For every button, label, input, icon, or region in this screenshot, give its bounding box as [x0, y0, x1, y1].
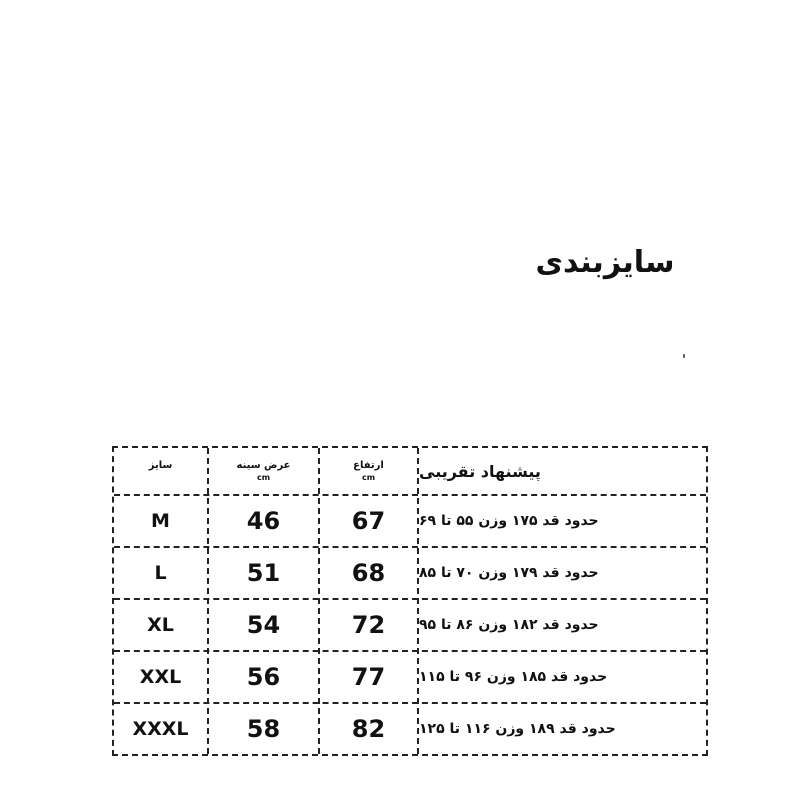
- header-size-label: سایز: [148, 460, 173, 471]
- page-title: سایزبندی: [535, 245, 675, 280]
- header-length-unit: cm: [361, 473, 376, 482]
- table-row-length: 68: [351, 559, 386, 587]
- table-row-recommendation: حدود قد ۱۸۹ وزن ۱۱۶ تا ۱۲۵: [419, 721, 616, 737]
- header-recommendation: [419, 448, 706, 494]
- table-row-size: L: [154, 562, 167, 584]
- table-row-length: 77: [351, 663, 386, 691]
- header-length-label: ارتفاع: [353, 460, 384, 471]
- table-row-size: M: [151, 510, 170, 532]
- table-row-length: 67: [351, 507, 386, 535]
- table-row-chest: 46: [246, 507, 281, 535]
- table-row-recommendation: حدود قد ۱۷۵ وزن ۵۵ تا ۶۹: [419, 513, 599, 529]
- table-row-chest: 54: [246, 611, 281, 639]
- header-chest: [209, 448, 318, 494]
- table-row-chest: 51: [246, 559, 281, 587]
- table-row-chest: 58: [246, 715, 281, 743]
- header-chest-label: عرض سینه: [236, 460, 291, 471]
- table-row-size: XXXL: [132, 718, 189, 740]
- table-row-recommendation: حدود قد ۱۸۵ وزن ۹۶ تا ۱۱۵: [419, 669, 608, 685]
- table-row-length: 72: [351, 611, 386, 639]
- table-row-size: XXL: [139, 666, 182, 688]
- decorative-speck: [683, 354, 685, 358]
- table-row-length: 82: [351, 715, 386, 743]
- table-row-chest: 56: [246, 663, 281, 691]
- header-size: [114, 448, 207, 494]
- table-row-size: XL: [147, 614, 174, 636]
- header-length: [320, 448, 417, 494]
- table-row-recommendation: حدود قد ۱۷۹ وزن ۷۰ تا ۸۵: [419, 565, 599, 581]
- table-row-recommendation: حدود قد ۱۸۲ وزن ۸۶ تا ۹۵: [419, 617, 599, 633]
- header-recommendation-label: پیشنهاد تقریبی: [419, 461, 541, 481]
- header-chest-unit: cm: [256, 473, 271, 482]
- size-chart-table: [112, 446, 708, 756]
